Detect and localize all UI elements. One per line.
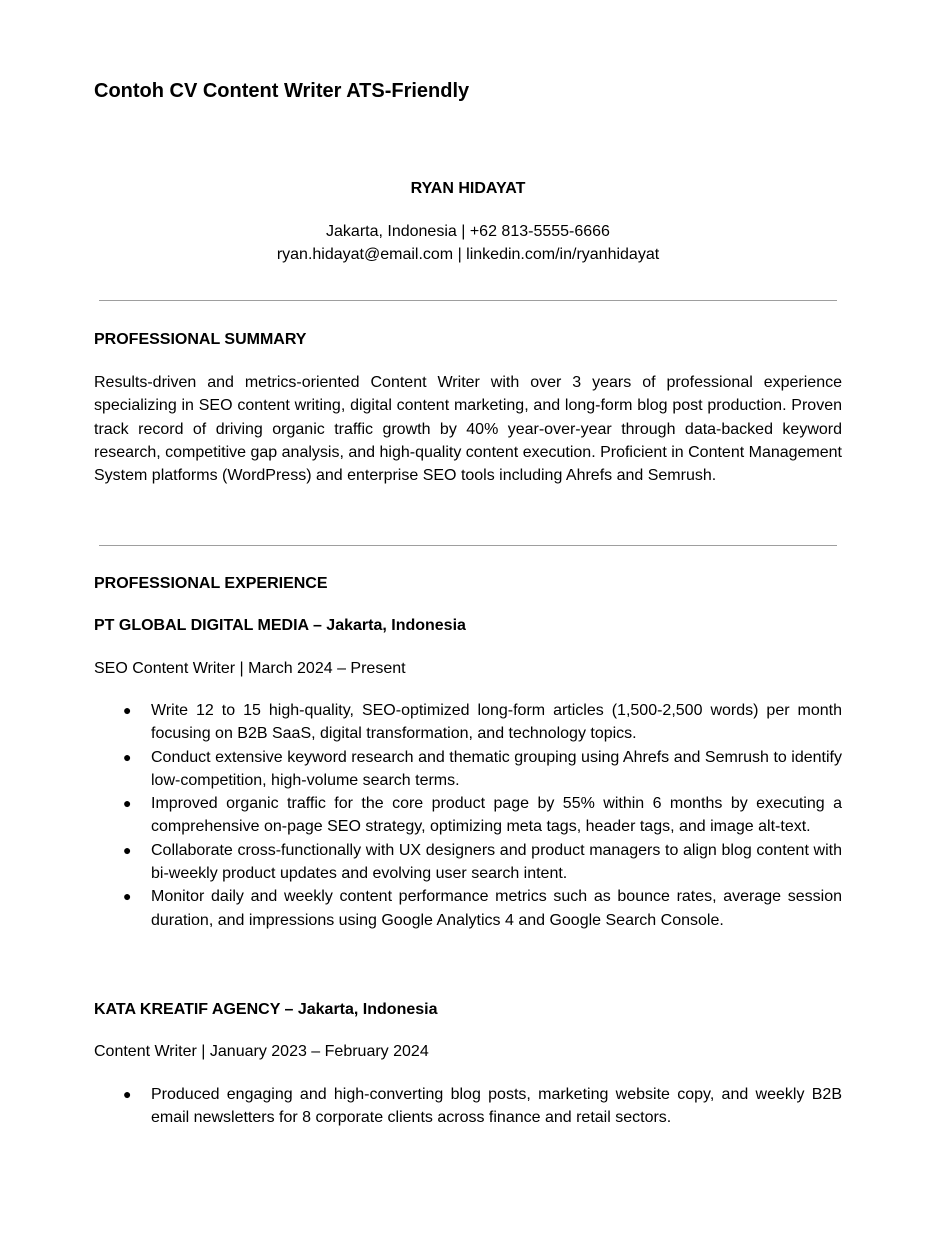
job-bullet — [94, 1083, 842, 1130]
job-role: Content Writer | January 2023 – February 2024 — [94, 1043, 429, 1060]
job-bullet-text: Improved organic traffic for the core product page by 55% within 6 months by executing a comprehensive on-page SEO strategy, optimizing meta tags, header tags, and image alt-text. — [151, 795, 842, 836]
summary-text: Results-driven and metrics-oriented Content Writer with over 3 years of professional experience specializing in SEO content writing, digital content marketing, and long-form blog post production. Proven track record of driving organic traffic growth by 40% year-over-year through data-backed keyword research, competitive gap analysis, and high-quality content execution. Proficient in Content Management System platforms (WordPress) and enterprise SEO tools including Ahrefs and Semrush. — [94, 374, 842, 485]
job-bullet-list — [94, 699, 842, 932]
bullet-icon: ● — [123, 888, 132, 905]
contact-location-phone: Jakarta, Indonesia | +62 813-5555-6666 — [326, 223, 610, 240]
bullet-icon: ● — [123, 1086, 132, 1102]
bullet-icon: ● — [123, 702, 132, 718]
job-bullet — [94, 885, 842, 932]
job-bullet — [94, 699, 842, 746]
job-company: PT GLOBAL DIGITAL MEDIA – Jakarta, Indonesia — [94, 617, 466, 634]
bullet-icon: ● — [123, 748, 132, 765]
job-bullet — [94, 792, 842, 839]
job-company: KATA KREATIF AGENCY – Jakarta, Indonesia — [94, 1001, 438, 1018]
document-title: Contoh CV Content Writer ATS-Friendly — [94, 80, 470, 102]
bullet-icon: ● — [123, 795, 132, 812]
section-divider — [99, 300, 837, 301]
job-bullet — [94, 839, 842, 886]
job-bullet-text: Conduct extensive keyword research and thematic grouping using Ahrefs and Semrush to identify low-competition, high-volume search terms. — [151, 748, 842, 789]
candidate-name: RYAN HIDAYAT — [410, 180, 526, 197]
section-divider — [99, 545, 837, 546]
job-bullet-list — [94, 1083, 842, 1130]
job-bullet-text: Produced engaging and high-converting blog posts, marketing website copy, and weekly B2B email newsletters for 8 corporate clients across finance and retail sectors. — [151, 1086, 842, 1127]
job-bullet — [94, 746, 842, 793]
job-bullet-text: Collaborate cross-functionally with UX designers and product managers to align blog content with bi-weekly product updates and evolving user search intent. — [151, 841, 842, 883]
contact-email-linkedin: ryan.hidayat@email.com | linkedin.com/in/ryanhidayat — [276, 246, 660, 263]
job-bullet-text: Write 12 to 15 high-quality, SEO-optimized long-form articles (1,500-2,500 words) per month focusing on B2B SaaS, digital transformation, and technology topics. — [151, 702, 842, 743]
experience-heading: PROFESSIONAL EXPERIENCE — [94, 575, 328, 592]
job-role: SEO Content Writer | March 2024 – Present — [94, 660, 406, 677]
bullet-icon: ● — [123, 841, 132, 858]
job-bullet-text: Monitor daily and weekly content performance metrics such as bounce rates, average session duration, and impressions using Google Analytics 4 and Google Search Console. — [151, 888, 842, 929]
summary-heading: PROFESSIONAL SUMMARY — [94, 331, 307, 348]
